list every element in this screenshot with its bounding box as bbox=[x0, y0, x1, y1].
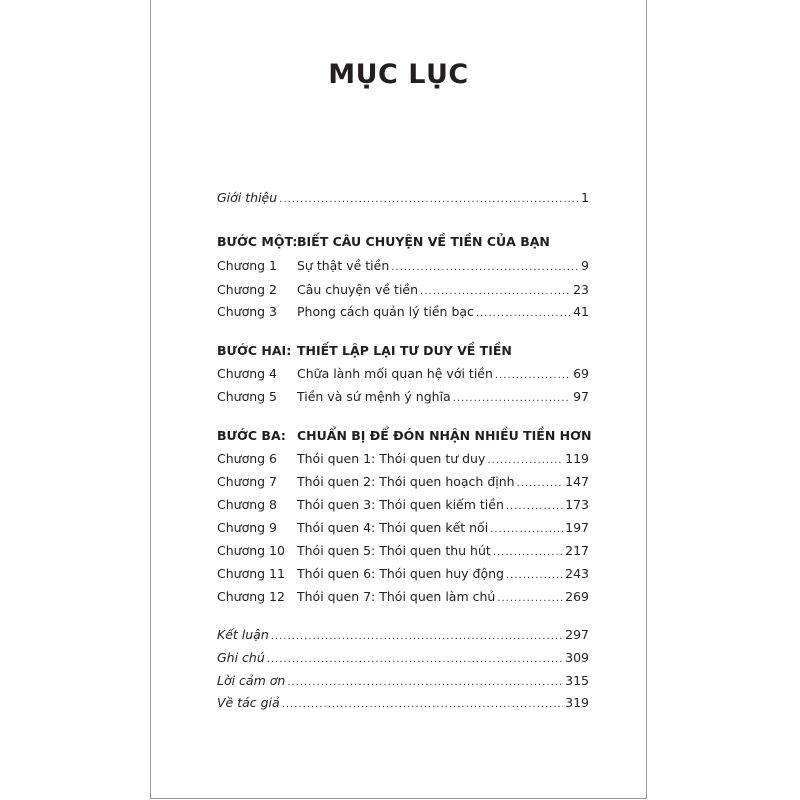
chapter-number: Chương 5 bbox=[217, 389, 278, 404]
chapter-number: Chương 11 bbox=[217, 566, 285, 581]
toc-entry-chapter[interactable] bbox=[217, 473, 589, 491]
dot-leader bbox=[487, 450, 563, 468]
chapter-number: Chương 4 bbox=[217, 366, 278, 381]
part-heading-1 bbox=[217, 233, 550, 251]
toc-entry-intro[interactable] bbox=[217, 189, 589, 207]
chapter-number: Chương 8 bbox=[217, 497, 278, 512]
chapter-number: Chương 3 bbox=[217, 304, 278, 319]
chapter-page: 69 bbox=[573, 366, 589, 381]
toc-entry-chapter[interactable] bbox=[217, 519, 589, 537]
entry-label: Giới thiệu bbox=[217, 190, 278, 205]
chapter-page: 173 bbox=[565, 497, 589, 512]
chapter-title: Sự thật về tiền bbox=[297, 258, 390, 273]
part-title: CHUẨN BỊ ĐỂ ĐÓN NHẬN NHIỀU TIỀN HƠN bbox=[297, 428, 592, 443]
chapter-title: Thói quen 6: Thói quen huy động bbox=[297, 566, 504, 581]
toc-entry-chapter[interactable] bbox=[217, 257, 589, 275]
chapter-number: Chương 6 bbox=[217, 451, 278, 466]
dot-leader bbox=[282, 694, 563, 712]
dot-leader bbox=[490, 519, 563, 537]
entry-page: 319 bbox=[565, 695, 589, 710]
toc-entry-about-author[interactable] bbox=[217, 694, 589, 712]
chapter-page: 269 bbox=[565, 589, 589, 604]
chapter-title: Thói quen 1: Thói quen tư duy bbox=[297, 451, 486, 466]
part-heading-2 bbox=[217, 342, 512, 360]
toc-entry-chapter[interactable] bbox=[217, 365, 589, 383]
chapter-page: 41 bbox=[573, 304, 589, 319]
entry-page: 315 bbox=[565, 673, 589, 688]
chapter-number: Chương 12 bbox=[217, 589, 285, 604]
chapter-title: Thói quen 7: Thói quen làm chủ bbox=[297, 589, 496, 604]
part-label: BƯỚC BA: bbox=[217, 428, 286, 443]
chapter-title: Câu chuyện về tiền bbox=[297, 282, 419, 297]
chapter-title: Thói quen 5: Thói quen thu hút bbox=[297, 543, 491, 558]
chapter-number: Chương 7 bbox=[217, 474, 278, 489]
chapter-number: Chương 1 bbox=[217, 258, 278, 273]
toc-entry-chapter[interactable] bbox=[217, 588, 589, 606]
chapter-page: 197 bbox=[565, 520, 589, 535]
page-title: MỤC LỤC bbox=[328, 59, 469, 90]
toc-entry-chapter[interactable] bbox=[217, 303, 589, 321]
dot-leader bbox=[271, 626, 563, 644]
chapter-number: Chương 9 bbox=[217, 520, 278, 535]
chapter-page: 217 bbox=[565, 543, 589, 558]
part-label: BƯỚC HAI: bbox=[217, 343, 292, 358]
entry-page: 1 bbox=[581, 190, 589, 205]
part-label: BƯỚC MỘT: bbox=[217, 234, 298, 249]
entry-label: Kết luận bbox=[217, 627, 269, 642]
part-title: BIẾT CÂU CHUYỆN VỀ TIỀN CỦA BẠN bbox=[297, 234, 550, 249]
entry-label: Ghi chú bbox=[217, 650, 265, 665]
chapter-title: Thói quen 4: Thói quen kết nối bbox=[297, 520, 489, 535]
dot-leader bbox=[517, 473, 564, 491]
dot-leader bbox=[493, 542, 563, 560]
dot-leader bbox=[287, 672, 563, 690]
chapter-page: 119 bbox=[565, 451, 589, 466]
part-heading-3 bbox=[217, 427, 591, 445]
chapter-page: 97 bbox=[573, 389, 589, 404]
chapter-page: 147 bbox=[565, 474, 589, 489]
dot-leader bbox=[495, 365, 571, 383]
chapter-number: Chương 2 bbox=[217, 282, 278, 297]
chapter-number: Chương 10 bbox=[217, 543, 285, 558]
dot-leader bbox=[506, 496, 563, 514]
dot-leader bbox=[391, 257, 579, 275]
toc-entry-chapter[interactable] bbox=[217, 281, 589, 299]
part-title: THIẾT LẬP LẠI TƯ DUY VỀ TIỀN bbox=[297, 343, 512, 358]
toc-entry-chapter[interactable] bbox=[217, 542, 589, 560]
toc-entry-chapter[interactable] bbox=[217, 565, 589, 583]
toc-entry-chapter[interactable] bbox=[217, 496, 589, 514]
dot-leader bbox=[279, 189, 579, 207]
toc-entry-acknowledgements[interactable] bbox=[217, 672, 589, 690]
chapter-title: Phong cách quản lý tiền bạc bbox=[297, 304, 474, 319]
chapter-title: Thói quen 2: Thói quen hoạch định bbox=[297, 474, 515, 489]
chapter-title: Chữa lành mối quan hệ với tiền bbox=[297, 366, 493, 381]
dot-leader bbox=[420, 281, 571, 299]
toc-entry-chapter[interactable] bbox=[217, 450, 589, 468]
dot-leader bbox=[497, 588, 563, 606]
toc-entry-chapter[interactable] bbox=[217, 388, 589, 406]
toc-entry-notes[interactable] bbox=[217, 649, 589, 667]
chapter-title: Tiền và sứ mệnh ý nghĩa bbox=[297, 389, 451, 404]
dot-leader bbox=[453, 388, 571, 406]
toc-entry-conclusion[interactable] bbox=[217, 626, 589, 644]
book-page bbox=[150, 0, 647, 799]
entry-page: 297 bbox=[565, 627, 589, 642]
dot-leader bbox=[267, 649, 563, 667]
entry-label: Lời cảm ơn bbox=[217, 673, 286, 688]
entry-page: 309 bbox=[565, 650, 589, 665]
dot-leader bbox=[506, 565, 563, 583]
chapter-page: 23 bbox=[573, 282, 589, 297]
chapter-page: 9 bbox=[581, 258, 589, 273]
chapter-title: Thói quen 3: Thói quen kiếm tiền bbox=[297, 497, 504, 512]
dot-leader bbox=[476, 303, 571, 321]
chapter-page: 243 bbox=[565, 566, 589, 581]
entry-label: Về tác giả bbox=[217, 695, 280, 710]
